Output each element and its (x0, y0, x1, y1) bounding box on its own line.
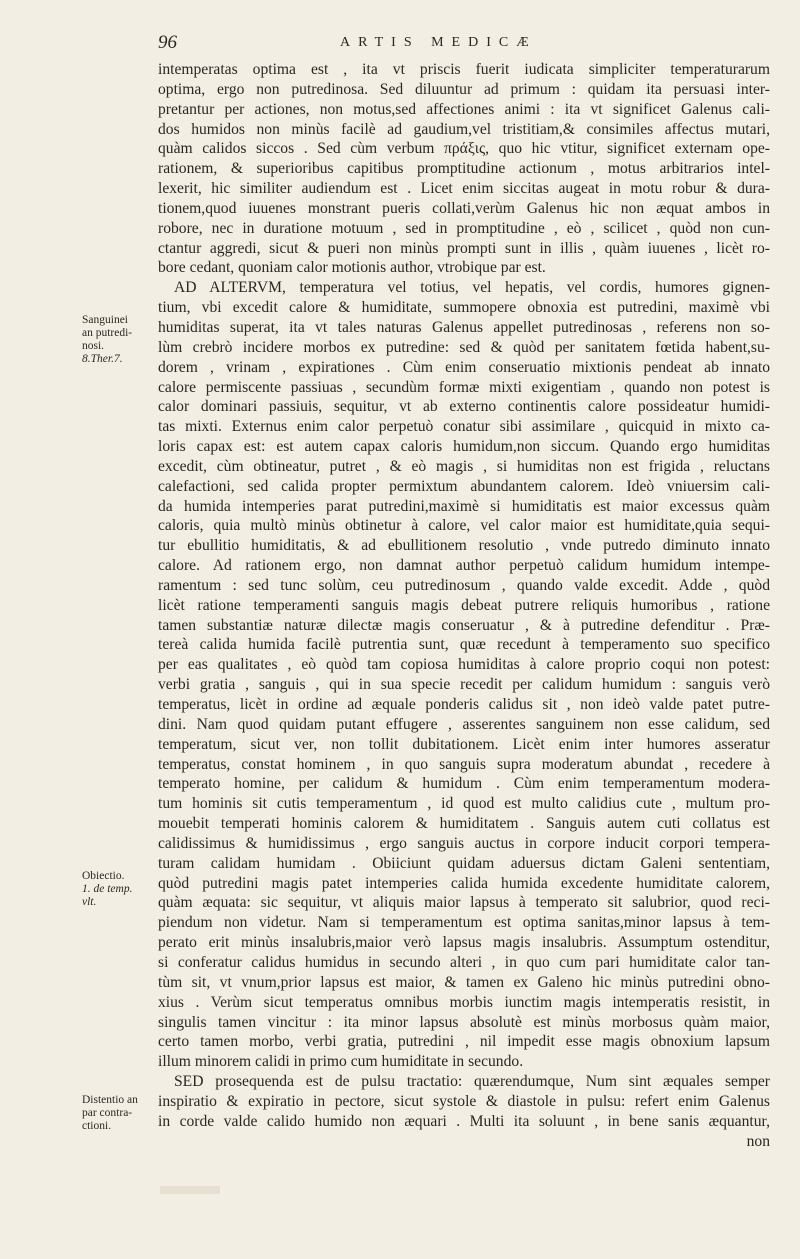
text-line: calefactioni, sed calida propter permixtum abundantem calorem. Ideò vniuersim cali- (158, 477, 770, 495)
margin-note-line: ctioni. (82, 1120, 112, 1132)
page-header (158, 32, 778, 54)
body-text (158, 60, 770, 1151)
text-line: da humida intemperies parat putredini,maximè si humiditatis est maior excessus quàm (158, 497, 770, 515)
text-line: robore, nec in duratione motuum , sed in promptitudine , eò , scilicet , quòd non cun- (158, 219, 770, 237)
text-line: quòd putredini magis patet intemperies calida humida excedente humiditate calorem, (158, 874, 770, 892)
text-line: singulis tamen vincitur : ita minor lapsus absolutè est minùs morbosus quàm maior, (158, 1013, 770, 1031)
text-line: dini. Nam quod quidam putant effugere , asserentes sanguinem non esse calidum, sed (158, 715, 770, 733)
text-line: pretantur per actiones, non motus,sed affectiones animi : ita vt significet Galenus cali- (158, 100, 770, 118)
text-line: certo tamen morbo, verbi gratia, putredini , nil impedit esse magis obnoxium lapsum (158, 1033, 770, 1051)
text-line: licèt ratione temperamenti sanguis magis debeat putrere reliquis humoribus , ratione (158, 596, 770, 614)
text-line: si conferatur calidus humidus in secundo alteri , in quo cum pari humiditate calor tan- (158, 953, 770, 971)
text-line: lùm crebrò incidere morbos ex putredine: sed & quòd per sanitatem fœtida habent,su- (158, 338, 770, 356)
text-line: SED prosequenda est de pulsu tractatio: quærendumque, Num sint æquales semper (174, 1073, 770, 1091)
text-line: inspiratio & expiratio in pectore, sicut systole & diastole in pulsu: refert enim Galenus (158, 1092, 770, 1110)
text-line: calore. Ad rationem ergo, non damnat author perpetuò calidum humidum intempe- (158, 557, 770, 575)
margin-note-distentio (82, 1094, 138, 1133)
margin-note-reference: 1. de temp. (82, 883, 133, 895)
text-line: tium, vbi excedit calore & humiditate, summopere obnoxia est putredini, maximè vbi (158, 299, 770, 317)
text-line: perato erit minùs insalubris,maior verò lapsus magis insalubris. Assumptum ostenditur, (158, 934, 770, 952)
text-line: temperato homine, per calidum & humidum . Cùm enim temperamentum modera- (158, 775, 770, 793)
margin-note-line: Sanguinei (82, 314, 128, 326)
text-line: dos humidos non minùs facilè ad gaudium,vel tristitiam,& consimiles affectus mutari, (158, 120, 770, 138)
text-line: ctantur aggredi, sicut & pueri non minùs prompti sunt in illis , quàm iuuenes , licèt ro- (158, 239, 770, 257)
text-line: excedit, cùm obtineatur, putret , & eò magis , si humiditas non est frigida , reluctans (158, 457, 770, 475)
text-line: quàm æquata: sic sequitur, vt aliquis maior lapsus à temperato sit salubrior, quod reci- (158, 894, 770, 912)
running-title: ARTIS MEDICÆ (340, 35, 537, 50)
text-line: non (746, 1132, 770, 1150)
text-line: temperatum, sicut ver, non tollit dubitationem. Licèt enim inter humores asseratur (158, 735, 770, 753)
text-line: tum hominis sit cutis temperamentum , id quod est multo calidius cute , multum pro- (158, 795, 770, 813)
text-line: tionem,quod iuuenes monstrant pueris collati,verùm Galenus hic non æquat ambos in (158, 199, 770, 217)
text-line: ramentum : sed tunc solùm, ceu putredinosum , quando valde excedit. Adde , quòd (158, 576, 770, 594)
text-line: calore permiscente passiuas , secundùm formæ mixti exigentiam , quando non potest is (158, 378, 770, 396)
ink-smudge (160, 1186, 220, 1194)
margin-note-line: Distentio an (82, 1094, 138, 1106)
margin-note-line: par contra- (82, 1107, 133, 1119)
text-line: piendum non videtur. Nam si temperamentum est optima sanitas,minor lapsus à tem- (158, 914, 770, 932)
text-line: tas mixti. Externus enim calor perpetuò conatur sibi assimilare , quicquid in mixto ca- (158, 418, 770, 436)
text-line: calidissimus & humidissimus , ergo sanguis auctus in corpore inducit corpori tempera- (158, 834, 770, 852)
text-line: humiditas superat, ita vt tales naturas Galenus appellet putredinosas , referens non so- (158, 318, 770, 336)
text-line: quàm calidos siccos . Sed cùm verbum πράξις, quo hic vtitur, significet externam ope- (158, 140, 770, 158)
text-line: xius . Verùm sicut temperatus omnibus morbis iunctim magis intemperatis resistit, in (158, 993, 770, 1011)
text-line: tùm sit, vt vnum,prior lapsus est maior, & tamen ex Galeno hic minùs putredini obno- (158, 973, 770, 991)
text-line: illum minorem calidi in primo cum humiditate in secundo. (158, 1053, 524, 1071)
margin-note-reference: vlt. (82, 896, 97, 908)
page-number: 96 (158, 32, 177, 53)
text-line: bore cedant, quoniam calor motionis author, vtrobique par est. (158, 259, 546, 277)
text-line: verbi gratia , sanguis , qui in sua specie recedit per calidum humidum : sanguis verò (158, 676, 770, 694)
margin-note-obiectio (82, 870, 132, 909)
text-line: loris capax est: est autem capax caloris humidum,non siccum. Quando ergo humiditas (158, 438, 770, 456)
text-line: turam calidam humidam . Obiiciunt quidam aduersus dictam Galeni sententiam, (158, 854, 770, 872)
text-line: tur ebullitio humiditatis, & ad ebullitionem resolutio , vnde putredo diminuto innato (158, 537, 770, 555)
text-line: lexerit, hic similiter audiendum est . Licet enim siccitas augeat in motu robur & dura- (158, 180, 770, 198)
text-line: temperatus, licèt in ordine ad æquale ponderis calidus sit , non ideò valde patet putre- (158, 696, 770, 713)
text-line: per eas qualitates , eò quòd tam copiosa humiditas à calore proprio coqui non potest: (158, 656, 770, 674)
text-line: dorem , vrinam , expirationes . Cùm enim conseruatio mixtionis pendeat ab innato (158, 358, 770, 376)
text-line: optima, ergo non putredinosa. Sed diluuntur ad primum : quidam ita persuasi inter- (158, 80, 770, 98)
text-line: in corde valde calido humido non æquari . Multi ita soluunt , in bene sanis æquantur, (158, 1112, 770, 1130)
margin-note-line: an putredi- (82, 327, 133, 339)
text-line: mouebit temperati hominis calorem & humiditatem . Sanguis autem cuti collatus est (158, 815, 770, 833)
margin-note-reference: 8.Ther.7. (82, 353, 123, 365)
text-line: intemperatas optima est , ita vt priscis fuerit iudicata simpliciter temperaturarum (158, 61, 770, 78)
text-line: calor dominari passiuis, sequitur, vt ab externo continentis calore possideatur humidi- (158, 398, 770, 416)
text-line: AD ALTERVM, temperatura vel totius, vel hepatis, vel cordis, humores gignen- (174, 279, 770, 297)
margin-note-sanguinei (82, 314, 132, 366)
margin-note-line: nosi. (82, 340, 105, 352)
text-line: temperatus, constat hominem , in quo sanguis supra moderatum abundat , recedere à (158, 755, 770, 773)
text-line: caloris, quia multò minùs obtinetur à calore, vel calor maior est humiditate,quia sequi- (158, 517, 770, 535)
text-line: rationem, & superioribus capitibus promptitudine actionum , motus arbitrarios intel- (158, 160, 770, 178)
text-line: tamen substantiæ naturæ dilectæ magis conseruatur , & à putredine defenditur . Præ- (158, 616, 770, 634)
margin-note-line: Obiectio. (82, 870, 125, 882)
text-line: tereà calida humida facilè putrentia sunt, quæ recedunt à temperamento suo specifico (158, 636, 770, 654)
